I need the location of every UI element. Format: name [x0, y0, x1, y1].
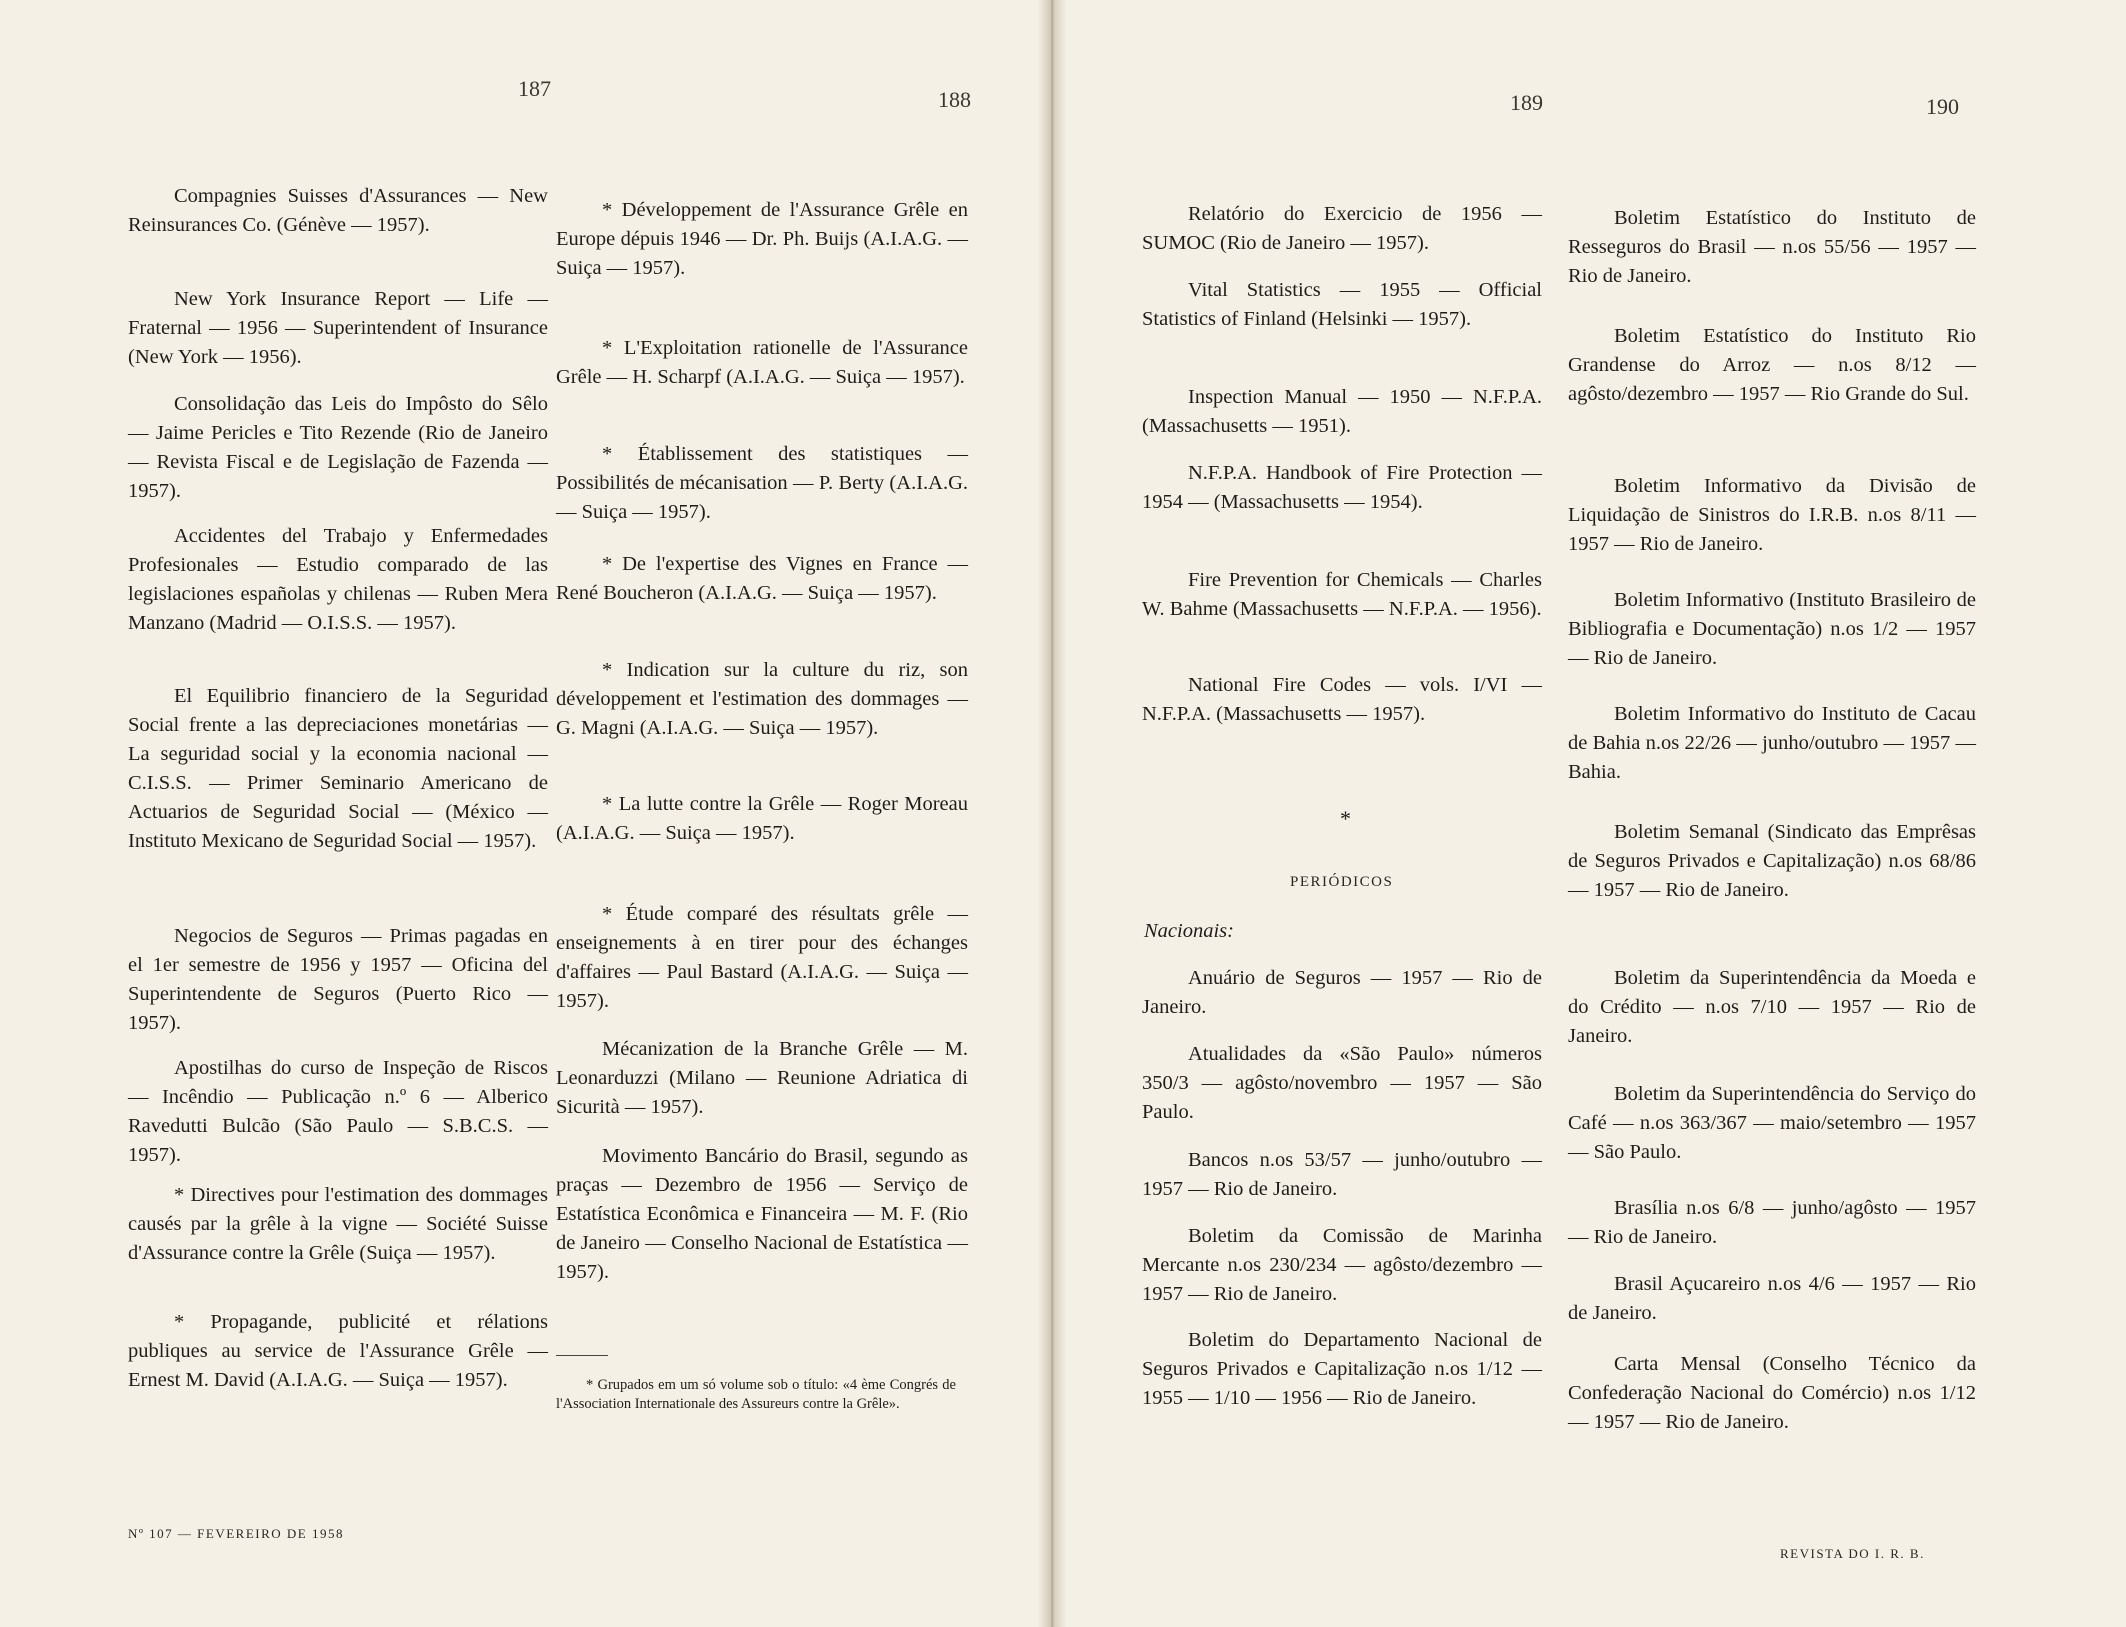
entry-188-9: Movimento Bancário do Brasil, segundo as praças — Dezembro de 1956 — Serviço de Estatística Econômica e Financeira — M. F. (Rio de Janeiro — Conselho Nacional de Estatística — 1957).	[556, 1145, 968, 1283]
entry-188-7: * Étude comparé des résultats grêle — enseignements à en tirer pour des échanges d'affaires — Paul Bastard (A.I.A.G. — Suiça — 1957).	[556, 903, 968, 1012]
entry-187-9: * Propagande, publicité et rélations publiques au service de l'Assurance Grêle — Ernest M. David (A.I.A.G. — Suiça — 1957).	[128, 1311, 548, 1391]
entry-189-8: Atualidades da «São Paulo» números 350/3 — agôsto/novembro — 1957 — São Paulo.	[1142, 1043, 1542, 1123]
right-page	[1050, 0, 2126, 1627]
entry-190-2: Boletim Estatístico do Instituto Rio Grandense do Arroz — n.os 8/12 — agôsto/dezembro — 1957 — Rio Grande do Sul.	[1568, 325, 1976, 405]
entry-189-4: N.F.P.A. Handbook of Fire Protection — 1954 — (Massachusetts — 1954).	[1142, 462, 1542, 513]
entry-189-9: Bancos n.os 53/57 — junho/outubro — 1957 — Rio de Janeiro.	[1142, 1149, 1542, 1200]
entry-190-8: Boletim da Superintendência do Serviço do Café — n.os 363/367 — maio/setembro — 1957 — São Paulo.	[1568, 1083, 1976, 1163]
entry-188-6: * La lutte contre la Grêle — Roger Moreau (A.I.A.G. — Suiça — 1957).	[556, 793, 968, 844]
entry-189-3: Inspection Manual — 1950 — N.F.P.A. (Massachusetts — 1951).	[1142, 386, 1542, 437]
page-number-188: 188	[938, 87, 971, 112]
page-number-189: 189	[1510, 90, 1543, 115]
entry-190-1: Boletim Estatístico do Instituto de Resseguros do Brasil — n.os 55/56 — 1957 — Rio de Janeiro.	[1568, 207, 1976, 287]
entry-187-2: New York Insurance Report — Life — Fraternal — 1956 — Superintendent of Insurance (New York — 1956).	[128, 288, 548, 368]
section-heading-periodicos: PERIÓDICOS	[1290, 874, 1394, 890]
entry-188-2: * L'Exploitation rationelle de l'Assurance Grêle — H. Scharpf (A.I.A.G. — Suiça — 1957).	[556, 337, 968, 388]
entry-187-3: Consolidação das Leis do Impôsto do Sêlo — Jaime Pericles e Tito Rezende (Rio de Janeiro — Revista Fiscal e de Legislação de Fazenda — 1957).	[128, 393, 548, 502]
subheading-nacionais: Nacionais:	[1144, 920, 1234, 942]
entry-189-2: Vital Statistics — 1955 — Official Statistics of Finland (Helsinki — 1957).	[1142, 279, 1542, 330]
entry-187-6: Negocios de Seguros — Primas pagadas en el 1er semestre de 1956 y 1957 — Oficina del Superintendente de Seguros (Puerto Rico — 1957).	[128, 925, 548, 1034]
binding-gutter	[1038, 0, 1066, 1627]
entry-190-4: Boletim Informativo (Instituto Brasileiro de Bibliografia e Documentação) n.os 1/2 — 1957 — Rio de Janeiro.	[1568, 589, 1976, 669]
entry-189-11: Boletim do Departamento Nacional de Seguros Privados e Capitalização n.os 1/12 — 1955 — 1/10 — 1956 — Rio de Janeiro.	[1142, 1329, 1542, 1409]
entry-189-10: Boletim da Comissão de Marinha Mercante n.os 230/234 — agôsto/dezembro — 1957 — Rio de Janeiro.	[1142, 1225, 1542, 1305]
entry-190-3: Boletim Informativo da Divisão de Liquidação de Sinistros do I.R.B. n.os 8/11 — 1957 — Rio de Janeiro.	[1568, 475, 1976, 555]
left-page	[0, 0, 1050, 1627]
entry-190-5: Boletim Informativo do Instituto de Cacau de Bahia n.os 22/26 — junho/outubro — 1957 — Bahia.	[1568, 703, 1976, 783]
entry-189-6: National Fire Codes — vols. I/VI — N.F.P.A. (Massachusetts — 1957).	[1142, 674, 1542, 725]
entry-187-1: Compagnies Suisses d'Assurances — New Reinsurances Co. (Génève — 1957).	[128, 185, 548, 236]
entry-188-3: * Établissement des statistiques — Possibilités de mécanisation — P. Berty (A.I.A.G. — Suiça — 1957).	[556, 443, 968, 523]
entry-190-11: Carta Mensal (Conselho Técnico da Confederação Nacional do Comércio) n.os 1/12 — 1957 — Rio de Janeiro.	[1568, 1353, 1976, 1433]
footer-left: Nº 107 — FEVEREIRO DE 1958	[128, 1526, 344, 1541]
section-star: *	[1340, 806, 1351, 831]
entry-190-9: Brasília n.os 6/8 — junho/agôsto — 1957 — Rio de Janeiro.	[1568, 1197, 1976, 1248]
entry-189-5: Fire Prevention for Chemicals — Charles W. Bahme (Massachusetts — N.F.P.A. — 1956).	[1142, 569, 1542, 620]
entry-190-6: Boletim Semanal (Sindicato das Emprêsas de Seguros Privados e Capitalização) n.os 68/86 — 1957 — Rio de Janeiro.	[1568, 821, 1976, 901]
entry-188-4: * De l'expertise des Vignes en France — René Boucheron (A.I.A.G. — Suiça — 1957).	[556, 553, 968, 604]
entry-189-7: Anuário de Seguros — 1957 — Rio de Janeiro.	[1142, 967, 1542, 1018]
entry-187-4: Accidentes del Trabajo y Enfermedades Profesionales — Estudio comparado de las legislaciones españolas y chilenas — Ruben Mera Manzano (Madrid — O.I.S.S. — 1957).	[128, 525, 548, 634]
entry-187-5: El Equilibrio financiero de la Seguridad Social frente a las depreciaciones monetárias — La seguridad social y la economia nacional — C.I.S.S. — Primer Seminario Americano de Actuarios de Seguridad Social — (México — Instituto Mexicano de Seguridad Social — 1957).	[128, 685, 548, 852]
footer-right: REVISTA DO I. R. B.	[1780, 1546, 1925, 1561]
entry-188-5: * Indication sur la culture du riz, son développement et l'estimation des dommages — G. Magni (A.I.A.G. — Suiça — 1957).	[556, 659, 968, 739]
entry-187-8: * Directives pour l'estimation des dommages causés par la grêle à la vigne — Société Suisse d'Assurance contre la Grêle (Suiça — 1957).	[128, 1184, 548, 1264]
entry-189-1: Relatório do Exercicio de 1956 — SUMOC (Rio de Janeiro — 1957).	[1142, 203, 1542, 254]
footnote-rule	[556, 1355, 608, 1356]
entry-188-1: * Développement de l'Assurance Grêle en Europe dépuis 1946 — Dr. Ph. Buijs (A.I.A.G. — Suiça — 1957).	[556, 199, 968, 279]
entry-190-10: Brasil Açucareiro n.os 4/6 — 1957 — Rio de Janeiro.	[1568, 1273, 1976, 1324]
entry-187-7: Apostilhas do curso de Inspeção de Riscos — Incêndio — Publicação n.º 6 — Alberico Ravedutti Bulcão (São Paulo — S.B.C.S. — 1957).	[128, 1057, 548, 1166]
footnote-188: * Grupados em um só volume sob o título: «4 ème Congrés de l'Association Internationale des Assureurs contre la Grêle».	[556, 1377, 956, 1412]
entry-190-7: Boletim da Superintendência da Moeda e do Crédito — n.os 7/10 — 1957 — Rio de Janeiro.	[1568, 967, 1976, 1047]
page-number-187: 187	[518, 76, 551, 101]
entry-188-8: Mécanization de la Branche Grêle — M. Leonarduzzi (Milano — Reunione Adriatica di Sicurità — 1957).	[556, 1038, 968, 1118]
page-number-190: 190	[1926, 94, 1959, 119]
